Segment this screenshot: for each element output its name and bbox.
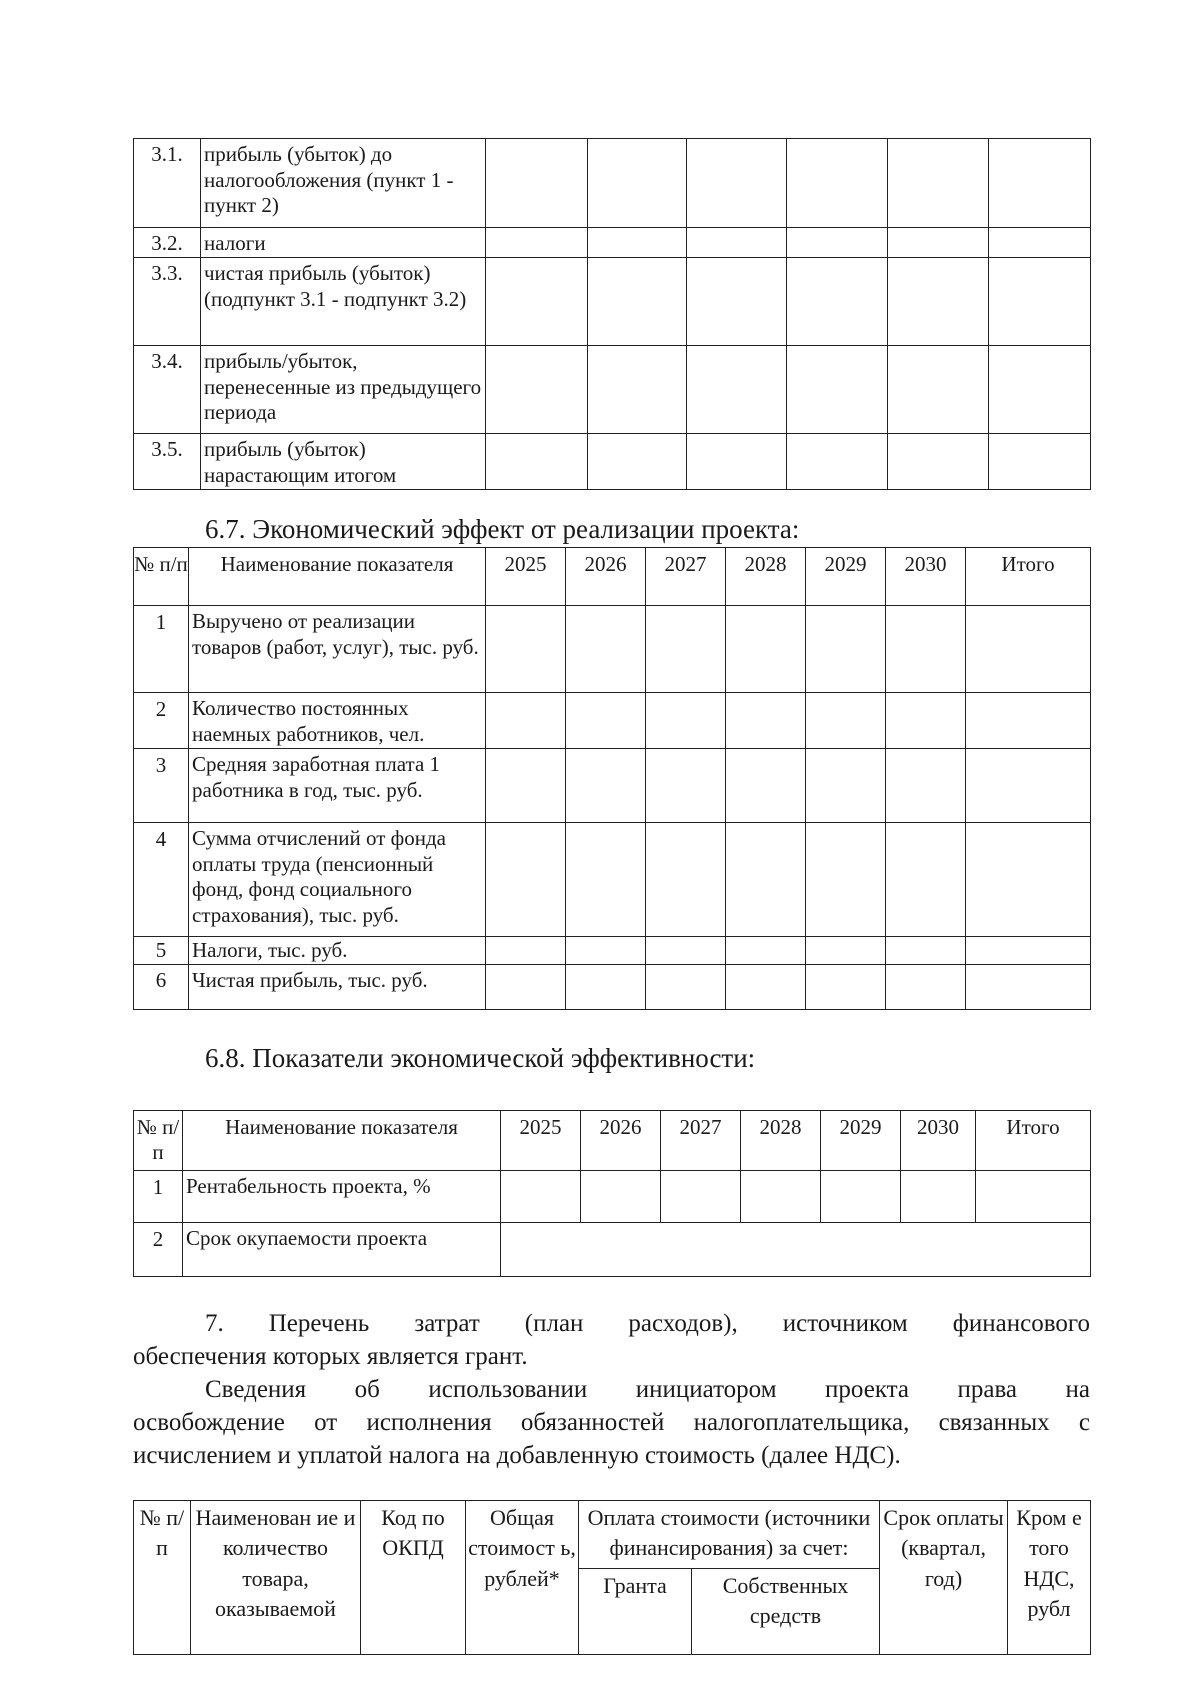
row-name: Чистая прибыль, тыс. руб. [189,965,486,1010]
row-number: 3.3. [134,258,201,346]
table-row [134,823,1091,937]
cell [581,1171,661,1223]
cell [646,937,726,965]
cell [966,965,1091,1010]
cell [901,1171,976,1223]
col-header-name: Наименован ие и количество товара, оказываемой [191,1501,361,1655]
cell [787,139,888,228]
cell [966,693,1091,749]
col-header-name: Наименование показателя [189,548,486,606]
expense-table [133,1500,1091,1655]
cell [687,228,787,258]
table-header-row [134,1501,1091,1569]
cell [486,749,566,823]
cell [888,228,989,258]
col-header-2029: 2029 [806,548,886,606]
cell [588,434,687,490]
row-number: 3.4. [134,346,201,434]
table-row [134,228,1091,258]
cell [566,937,646,965]
efficiency-table [133,1110,1091,1277]
col-header-2028: 2028 [726,548,806,606]
row-name: Рентабельность проекта, % [183,1171,501,1223]
cell [588,258,687,346]
cell [888,258,989,346]
cell [886,606,966,693]
col-header-2025: 2025 [486,548,566,606]
cell [501,1171,581,1223]
cell [687,434,787,490]
cell [886,823,966,937]
cell [888,139,989,228]
cell [989,228,1091,258]
cell [787,258,888,346]
cell [486,139,588,228]
cell [486,434,588,490]
table-row [134,139,1091,228]
cell [989,258,1091,346]
col-header-num: № п/п [134,548,189,606]
cell [687,139,787,228]
row-number: 3 [134,749,189,823]
cell [486,258,588,346]
cell [966,606,1091,693]
cell [888,346,989,434]
cell [486,346,588,434]
col-header-code: Код по ОКПД [361,1501,466,1655]
table-row [134,606,1091,693]
cell [886,965,966,1010]
col-header-vat: Кром е того НДС, рубл [1008,1501,1091,1655]
col-header-total: Итого [976,1111,1091,1171]
row-name: Количество постоянных наемных работников, чел. [189,693,486,749]
cell [566,693,646,749]
cell [787,228,888,258]
cell [989,139,1091,228]
row-number: 1 [134,1171,183,1223]
cell [726,937,806,965]
cell [821,1171,901,1223]
table-header-row [134,548,1091,606]
cell [486,937,566,965]
economic-effect-table [133,547,1091,1010]
col-header-2029: 2029 [821,1111,901,1171]
cell [661,1171,741,1223]
table-row [134,749,1091,823]
cell [486,693,566,749]
cell [886,749,966,823]
col-header-num: № п/п [134,1111,183,1171]
col-header-2026: 2026 [581,1111,661,1171]
cell [646,606,726,693]
row-number: 3.1. [134,139,201,228]
section-7-line: исчислением и уплатой налога на добавленную стоимость (далее НДС). [133,1442,901,1469]
cell [966,937,1091,965]
cell [741,1171,821,1223]
section-7-text [133,1307,1090,1472]
cell [888,434,989,490]
cell [566,965,646,1010]
col-header-payment: Оплата стоимости (источники финансирования) за счет: [579,1501,880,1569]
cell [646,749,726,823]
profit-table [133,138,1091,490]
table-row [134,693,1091,749]
cell [646,965,726,1010]
col-header-grant: Гранта [579,1569,692,1655]
cell [806,823,886,937]
col-header-num: № п/п [134,1501,191,1655]
cell [486,606,566,693]
col-header-2028: 2028 [741,1111,821,1171]
cell [726,693,806,749]
cell [588,139,687,228]
row-number: 5 [134,937,189,965]
row-name: Выручено от реализации товаров (работ, услуг), тыс. руб. [189,606,486,693]
table-row [134,937,1091,965]
cell [966,823,1091,937]
col-header-total: Итого [966,548,1091,606]
cell [806,606,886,693]
cell [787,434,888,490]
cell [989,434,1091,490]
cell [806,749,886,823]
cell [806,965,886,1010]
cell [726,749,806,823]
section-7-line: освобождение от исполнения обязанностей налогоплательщика, связанных с [133,1409,1090,1436]
cell [486,823,566,937]
col-header-2025: 2025 [501,1111,581,1171]
cell [588,228,687,258]
row-name: прибыль/убыток, перенесенные из предыдущего периода [201,346,486,434]
cell [566,749,646,823]
row-name: прибыль (убыток) нарастающим итогом [201,434,486,490]
col-header-term: Срок оплаты (квартал, год) [880,1501,1008,1655]
section-7-line: 7. Перечень затрат (план расходов), источником финансового [205,1310,1090,1337]
row-name: чистая прибыль (убыток) (подпункт 3.1 - подпункт 3.2) [201,258,486,346]
row-number: 6 [134,965,189,1010]
table-row [134,434,1091,490]
table-row [134,965,1091,1010]
section-6-8-title: 6.8. Показатели экономической эффективности: [205,1043,756,1073]
row-name: налоги [201,228,486,258]
cell [687,346,787,434]
cell [566,823,646,937]
cell [566,606,646,693]
cell [886,693,966,749]
row-number: 3.2. [134,228,201,258]
cell [588,346,687,434]
cell [726,965,806,1010]
cell [726,823,806,937]
cell [989,346,1091,434]
section-7-line: обеспечения которых является грант. [133,1343,528,1370]
cell [966,749,1091,823]
row-name: Налоги, тыс. руб. [189,937,486,965]
section-6-7-title: 6.7. Экономический эффект от реализации проекта: [205,514,800,544]
cell [646,693,726,749]
table-row [134,1171,1091,1223]
row-number: 2 [134,1223,183,1277]
col-header-2030: 2030 [901,1111,976,1171]
row-number: 1 [134,606,189,693]
section-7-line: Сведения об использовании инициатором проекта права на [205,1376,1090,1403]
cell [486,965,566,1010]
merged-cell [501,1223,1091,1277]
row-name: Срок окупаемости проекта [183,1223,501,1277]
col-header-total-cost: Общая стоимост ь, рублей* [466,1501,579,1655]
col-header-2030: 2030 [886,548,966,606]
cell [726,606,806,693]
row-name: Сумма отчислений от фонда оплаты труда (пенсионный фонд, фонд социального страхования), тыс. руб. [189,823,486,937]
col-header-2027: 2027 [661,1111,741,1171]
row-name: прибыль (убыток) до налогообложения (пункт 1 - пункт 2) [201,139,486,228]
table-header-row [134,1111,1091,1171]
cell [486,228,588,258]
cell [646,823,726,937]
row-number: 2 [134,693,189,749]
cell [886,937,966,965]
col-header-name: Наименование показателя [183,1111,501,1171]
cell [787,346,888,434]
col-header-own-funds: Собственных средств [692,1569,880,1655]
row-name: Средняя заработная плата 1 работника в год, тыс. руб. [189,749,486,823]
table-row [134,346,1091,434]
table-row [134,258,1091,346]
table-row [134,1223,1091,1277]
cell [806,937,886,965]
cell [806,693,886,749]
row-number: 3.5. [134,434,201,490]
col-header-2026: 2026 [566,548,646,606]
cell [976,1171,1091,1223]
col-header-2027: 2027 [646,548,726,606]
cell [687,258,787,346]
row-number: 4 [134,823,189,937]
